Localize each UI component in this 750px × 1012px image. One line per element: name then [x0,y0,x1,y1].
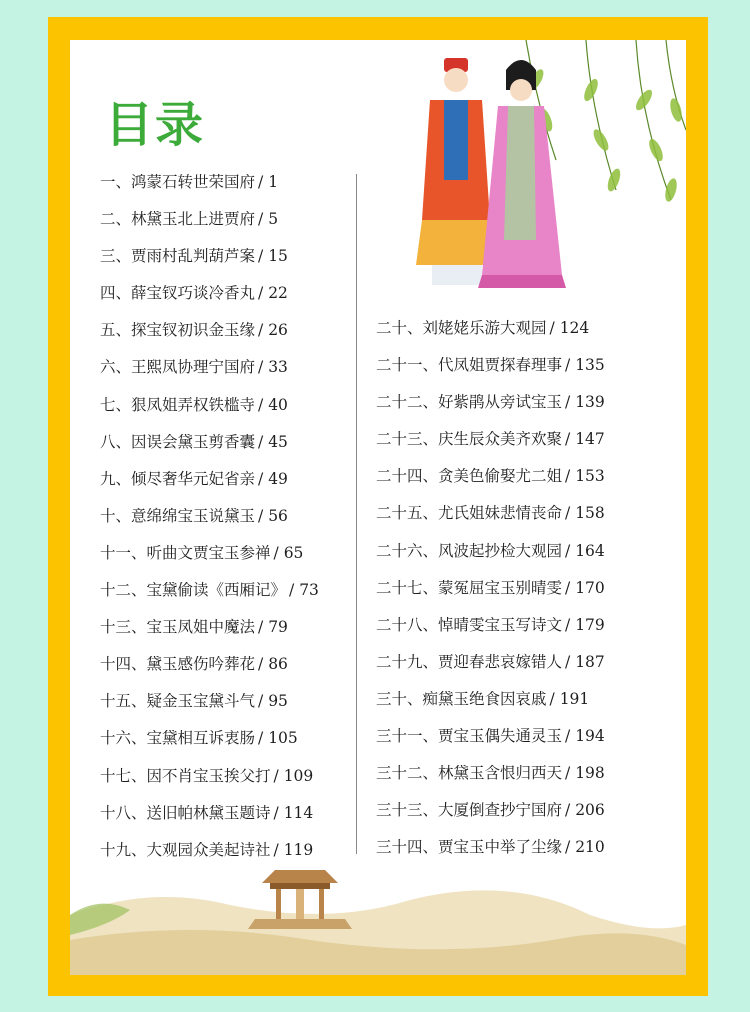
page-number: 33 [268,358,288,377]
page-number: 124 [559,319,590,337]
page-number: 170 [575,578,605,597]
toc-item[interactable]: 十九、大观园众美起诗社 / 119 [100,840,314,859]
page-number: 191 [559,689,590,708]
chapter-title: 三十二、林黛玉含恨归西天 [376,764,563,783]
toc-item[interactable]: 二十二、好紫鹃从旁试宝玉 / 139 [376,393,605,412]
page-number: 139 [575,393,605,412]
toc-item[interactable]: 二十六、风波起抄检大观园 / 164 [376,541,605,560]
chapter-title: 二十九、贾迎春悲哀嫁错人 [376,652,563,671]
toc-item[interactable]: 三十、痴黛玉绝食因哀戚 / 191 [376,689,590,708]
toc-item[interactable]: 三、贾雨村乱判葫芦案 / 15 [100,247,288,266]
chapter-title: 二十六、风波起抄检大观园 [376,541,563,560]
chapter-title: 十七、因不肖宝玉挨父打 [100,766,271,785]
page-number: 40 [268,395,288,414]
chapter-title: 十五、疑金玉宝黛斗气 [100,692,256,711]
page-number: 49 [268,469,288,488]
page-number: 56 [268,506,288,525]
two-figures-illustration [386,40,686,290]
chapter-title: 十一、听曲文贾宝玉参禅 [100,543,271,562]
toc-item[interactable]: 二十、刘姥姥乐游大观园 / 124 [376,319,590,337]
chapter-title: 二十五、尤氏姐妹悲情丧命 [376,504,563,523]
chapter-title: 二、林黛玉北上进贾府 [100,210,256,229]
page-number: 187 [575,652,605,671]
toc-item[interactable]: 十七、因不肖宝玉挨父打 / 109 [100,766,314,785]
chapter-title: 一、鸿蒙石转世荣国府 [100,173,256,191]
chapter-title: 九、倾尽奢华元妃省亲 [100,469,256,488]
page-number: 179 [575,615,605,634]
page-number: 86 [268,655,288,674]
chapter-title: 八、因误会黛玉剪香囊 [100,432,256,451]
toc-item[interactable]: 四、薛宝钗巧谈冷香丸 / 22 [100,284,288,303]
toc-item[interactable]: 二十九、贾迎春悲哀嫁错人 / 187 [376,652,605,671]
page-title: 目录 [105,97,206,153]
toc-item[interactable]: 五、探宝钗初识金玉缘 / 26 [100,321,288,340]
chapter-title: 三十三、大厦倒查抄宁国府 [376,801,563,820]
toc-left-column [100,164,319,869]
toc-item[interactable]: 二十四、贪美色偷娶尤二姐 / 153 [376,467,605,486]
pavilion-icon [248,870,352,929]
chapter-title: 二十八、悼晴雯宝玉写诗文 [376,615,563,634]
toc-item[interactable]: 三十三、大厦倒查抄宁国府 / 206 [376,801,605,820]
toc-item[interactable]: 十三、宝玉凤姐中魔法 / 79 [100,618,288,637]
page-number: 15 [268,247,288,266]
page-number: 45 [268,432,288,451]
page-number: 147 [575,430,605,449]
chapter-title: 十二、宝黛偷读《西厢记》 [100,581,287,600]
toc-item[interactable]: 十一、听曲文贾宝玉参禅 / 65 [100,543,304,562]
pavilion-landscape [70,845,686,975]
chapter-title: 五、探宝钗初识金玉缘 [100,321,256,340]
page-number: 119 [283,840,314,859]
page-number: 198 [575,764,605,783]
chapter-title: 六、王熙凤协理宁国府 [100,358,256,377]
toc-item[interactable]: 二、林黛玉北上进贾府 / 5 [100,210,279,229]
toc-item[interactable]: 二十五、尤氏姐妹悲情丧命 / 158 [376,504,605,523]
page-number: 206 [575,801,605,820]
toc-right-column [376,310,605,866]
toc-item[interactable]: 七、狠凤姐弄权铁槛寺 / 40 [100,395,288,414]
chapter-title: 三十一、贾宝玉偶失通灵玉 [376,727,563,746]
chapter-title: 十四、黛玉感伤吟葬花 [100,655,256,674]
chapter-title: 四、薛宝钗巧谈冷香丸 [100,284,256,303]
toc-item[interactable]: 三十一、贾宝玉偶失通灵玉 / 194 [376,727,605,746]
toc-item[interactable]: 十八、送旧帕林黛玉题诗 / 114 [100,803,314,822]
chapter-title: 十三、宝玉凤姐中魔法 [100,618,256,637]
chapter-title: 二十、刘姥姥乐游大观园 [376,319,547,337]
page-number: 164 [575,541,605,560]
toc-item[interactable]: 二十七、蒙冤屈宝玉别晴雯 / 170 [376,578,605,597]
page-number: 109 [283,766,314,785]
chapter-title: 三十、痴黛玉绝食因哀戚 [376,689,547,708]
toc-item[interactable]: 八、因误会黛玉剪香囊 / 45 [100,432,288,451]
chapter-title: 十、意绵绵宝玉说黛玉 [100,506,256,525]
toc-item[interactable]: 二十三、庆生辰众美齐欢聚 / 147 [376,430,605,449]
page-number: 73 [299,581,319,600]
toc-item[interactable]: 三十四、贾宝玉中举了尘缘 / 210 [376,838,605,857]
chapter-title: 二十四、贪美色偷娶尤二姐 [376,467,563,486]
toc-item[interactable]: 一、鸿蒙石转世荣国府 / 1 [100,173,279,191]
toc-item[interactable]: 十四、黛玉感伤吟葬花 / 86 [100,655,288,674]
page-number: 22 [268,284,288,303]
toc-item[interactable]: 十五、疑金玉宝黛斗气 / 95 [100,692,288,711]
column-divider [356,174,357,854]
toc-item[interactable]: 二十一、代凤姐贾探春理事 / 135 [376,356,605,375]
toc-item[interactable]: 三十二、林黛玉含恨归西天 / 198 [376,764,605,783]
page-number: 95 [268,692,288,711]
chapter-title: 十八、送旧帕林黛玉题诗 [100,803,271,822]
toc-item[interactable]: 十、意绵绵宝玉说黛玉 / 56 [100,506,288,525]
chapter-title: 二十二、好紫鹃从旁试宝玉 [376,393,563,412]
page-number: 194 [575,727,605,746]
page-number: 153 [575,467,605,486]
chapter-title: 二十三、庆生辰众美齐欢聚 [376,430,563,449]
toc-page [70,40,686,975]
chapter-title: 二十七、蒙冤屈宝玉别晴雯 [376,578,563,597]
page-number: 79 [268,618,288,637]
page-number: 105 [268,729,298,748]
toc-item[interactable]: 九、倾尽奢华元妃省亲 / 49 [100,469,288,488]
chapter-title: 二十一、代凤姐贾探春理事 [376,356,563,375]
page-number: 5 [268,210,279,229]
chapter-title: 十六、宝黛相互诉衷肠 [100,729,256,748]
page-number: 1 [268,173,279,191]
chapter-title: 三、贾雨村乱判葫芦案 [100,247,256,266]
toc-item[interactable]: 二十八、悼晴雯宝玉写诗文 / 179 [376,615,605,634]
toc-item[interactable]: 十二、宝黛偷读《西厢记》 / 73 [100,581,319,600]
page-number: 65 [283,543,304,562]
chapter-title: 七、狠凤姐弄权铁槛寺 [100,395,256,414]
page-number: 210 [575,838,605,857]
page-number: 135 [575,356,605,375]
page-number: 114 [283,803,314,822]
page-number: 158 [575,504,605,523]
toc-item[interactable]: 六、王熙凤协理宁国府 / 33 [100,358,288,377]
chapter-title: 三十四、贾宝玉中举了尘缘 [376,838,563,857]
page-number: 26 [268,321,288,340]
chapter-title: 十九、大观园众美起诗社 [100,840,271,859]
toc-item[interactable]: 十六、宝黛相互诉衷肠 / 105 [100,729,298,748]
